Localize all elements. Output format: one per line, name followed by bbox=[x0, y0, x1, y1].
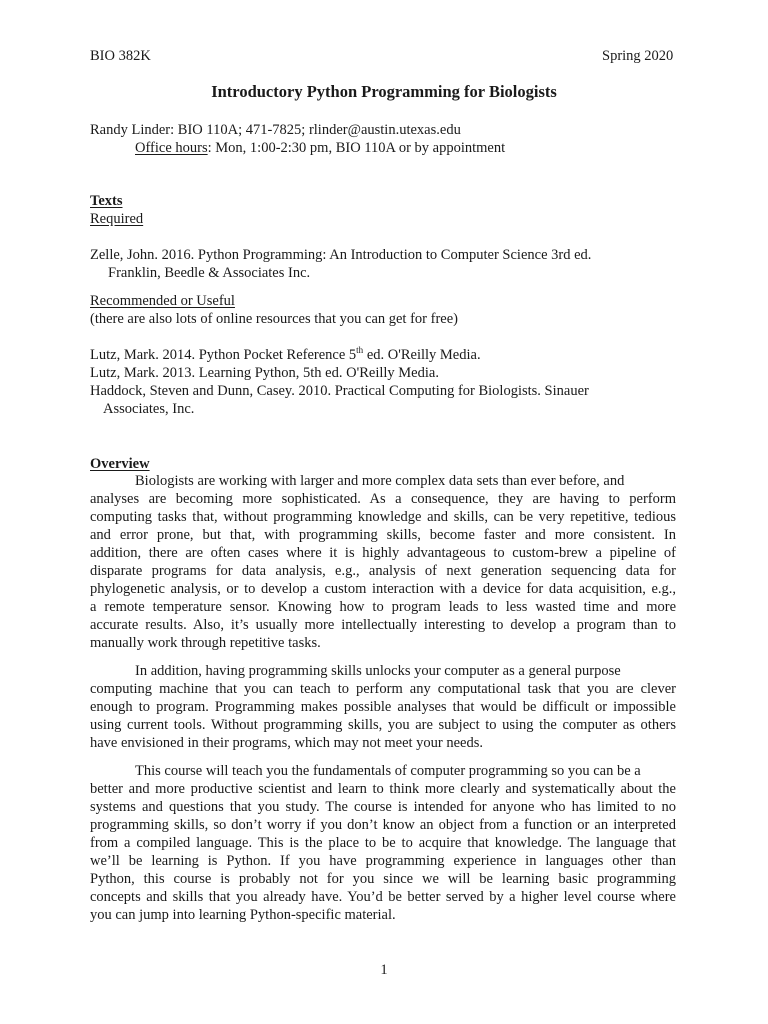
recommended-note: (there are also lots of online resources that you can get for free) bbox=[90, 311, 458, 327]
paragraph-line: computing tasks that, without programming knowledge and skills, can be very repetitive, tedious bbox=[90, 509, 676, 525]
paragraph-line: using current tools. Without programming skills, you are subject to using the computer as others bbox=[90, 717, 676, 733]
overview-heading: Overview bbox=[90, 456, 150, 472]
instructor-info: Randy Linder: BIO 110A; 471-7825; rlinder@austin.utexas.edu bbox=[90, 122, 461, 138]
paragraph-line: enough to program. Programming makes possible analyses that would be difficult or impossible bbox=[90, 699, 676, 715]
required-label: Required bbox=[90, 211, 144, 227]
paragraph-line: have envisioned in their programs, which may not meet your needs. bbox=[90, 735, 484, 751]
semester: Spring 2020 bbox=[602, 48, 674, 64]
paragraph-line: This course will teach you the fundamentals of computer programming so you can be a bbox=[135, 763, 641, 779]
office-hours-text: : Mon, 1:00-2:30 pm, BIO 110A or by appointment bbox=[207, 140, 506, 156]
paragraph-line: disparate programs for data analysis, e.g., analysis of next generation sequencing data for bbox=[90, 563, 676, 579]
paragraph-line: better and more productive scientist and learn to think more clearly and systematically about the bbox=[90, 781, 676, 797]
paragraph-line: addition, there are often cases where it is highly advantageous to custom-brew a pipeline of bbox=[90, 545, 676, 561]
paragraph-line: phylogenetic analysis, or to develop a custom interaction with a device for data acquisition, e.g., bbox=[90, 581, 676, 597]
paragraph-line: systems and questions that you study. The course is intended for anyone who has limited to no bbox=[90, 799, 676, 815]
paragraph-line: In addition, having programming skills unlocks your computer as a general purpose bbox=[135, 663, 621, 679]
paragraph-line: and error prone, but that, with programming skills, become faster and more consistent. In bbox=[90, 527, 676, 543]
page-number: 1 bbox=[380, 962, 388, 978]
paragraph-line: concepts and skills that you already have. You’d be better served by a higher level course where bbox=[90, 889, 676, 905]
reference-text: ed. O'Reilly Media. bbox=[363, 347, 481, 363]
paragraph-line: analyses are becoming more sophisticated. As a consequence, they are having to perform bbox=[90, 491, 676, 507]
paragraph-line: from a compiled language. This is the place to be to acquire that knowledge. The language that bbox=[90, 835, 676, 851]
paragraph-line: manually work through repetitive tasks. bbox=[90, 635, 321, 651]
paragraph-line: Python, this course is probably not for you since we will be learning basic programming bbox=[90, 871, 676, 887]
recommended-reference-line: Associates, Inc. bbox=[103, 401, 195, 417]
paragraph-line: Biologists are working with larger and more complex data sets than ever before, and bbox=[135, 473, 625, 489]
recommended-reference-line: Haddock, Steven and Dunn, Casey. 2010. Practical Computing for Biologists. Sinauer bbox=[90, 383, 589, 399]
office-hours-label: Office hours bbox=[135, 140, 208, 156]
required-reference-line: Zelle, John. 2016. Python Programming: An Introduction to Computer Science 3rd ed. bbox=[90, 247, 592, 263]
superscript: th bbox=[356, 345, 364, 355]
recommended-reference: Lutz, Mark. 2013. Learning Python, 5th ed. O'Reilly Media. bbox=[90, 365, 439, 381]
reference-text: Lutz, Mark. 2014. Python Pocket Reference 5 bbox=[90, 347, 357, 363]
office-hours bbox=[135, 139, 505, 157]
texts-heading: Texts bbox=[90, 193, 123, 209]
required-reference-line: Franklin, Beedle & Associates Inc. bbox=[108, 265, 311, 281]
paragraph-line: a remote temperature sensor. Knowing how to program leads to less wasted time and more bbox=[90, 599, 676, 615]
recommended-reference bbox=[90, 346, 481, 364]
recommended-label: Recommended or Useful bbox=[90, 293, 235, 309]
paragraph-line: accurate results. Also, it’s usually more intellectually interesting to develop a program than to bbox=[90, 617, 676, 633]
paragraph-line: programming skills, so don’t worry if you don’t know an object from a function or an interpreted bbox=[90, 817, 676, 833]
paragraph-line: computing machine that you can teach to perform any computational task that you are clever bbox=[90, 681, 676, 697]
document-title: Introductory Python Programming for Biologists bbox=[211, 82, 557, 101]
course-code: BIO 382K bbox=[90, 48, 151, 64]
paragraph-line: you can jump into learning Python-specific material. bbox=[90, 907, 396, 923]
paragraph-line: we’ll be learning is Python. If you have programming experience in languages other than bbox=[90, 853, 676, 869]
